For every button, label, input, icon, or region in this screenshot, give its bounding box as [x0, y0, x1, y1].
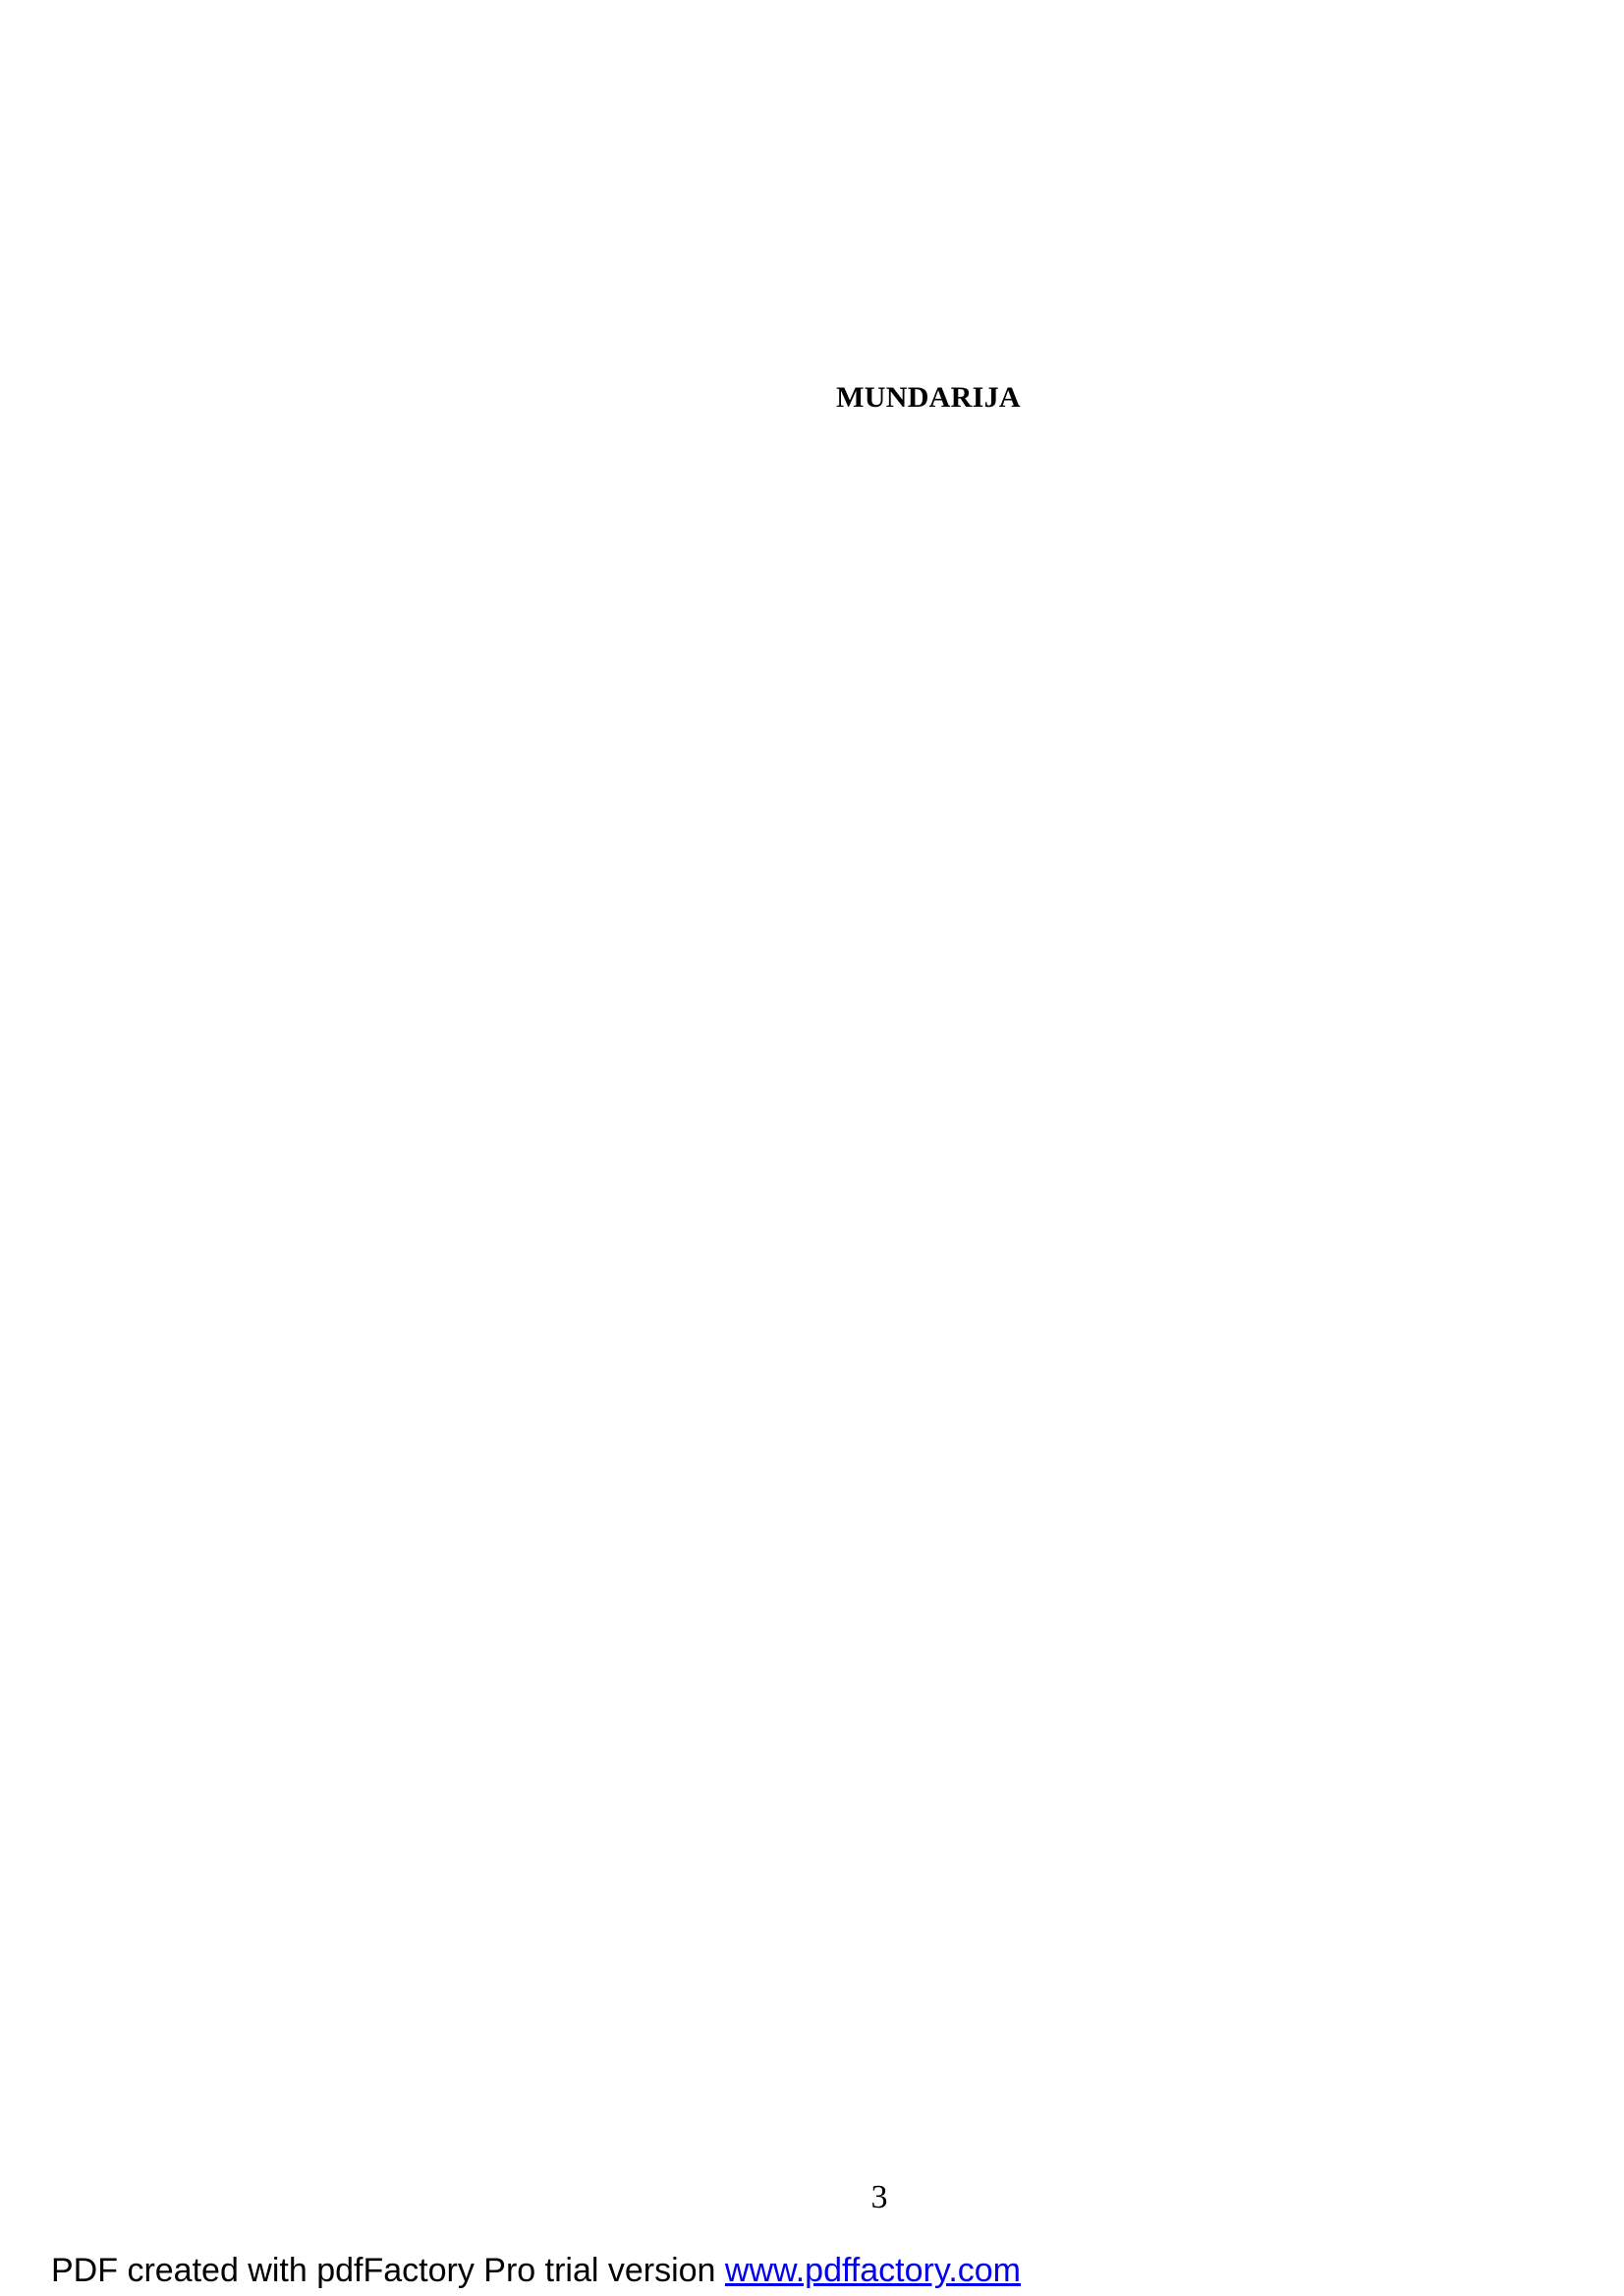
page-number: 3: [870, 2179, 888, 2215]
footer-text: PDF created with pdfFactory Pro trial version: [51, 2252, 725, 2289]
pdf-footer: [51, 2252, 1021, 2290]
page-title: MUNDARIJA: [836, 381, 1021, 414]
footer-link[interactable]: www.pdffactory.com: [724, 2252, 1021, 2289]
